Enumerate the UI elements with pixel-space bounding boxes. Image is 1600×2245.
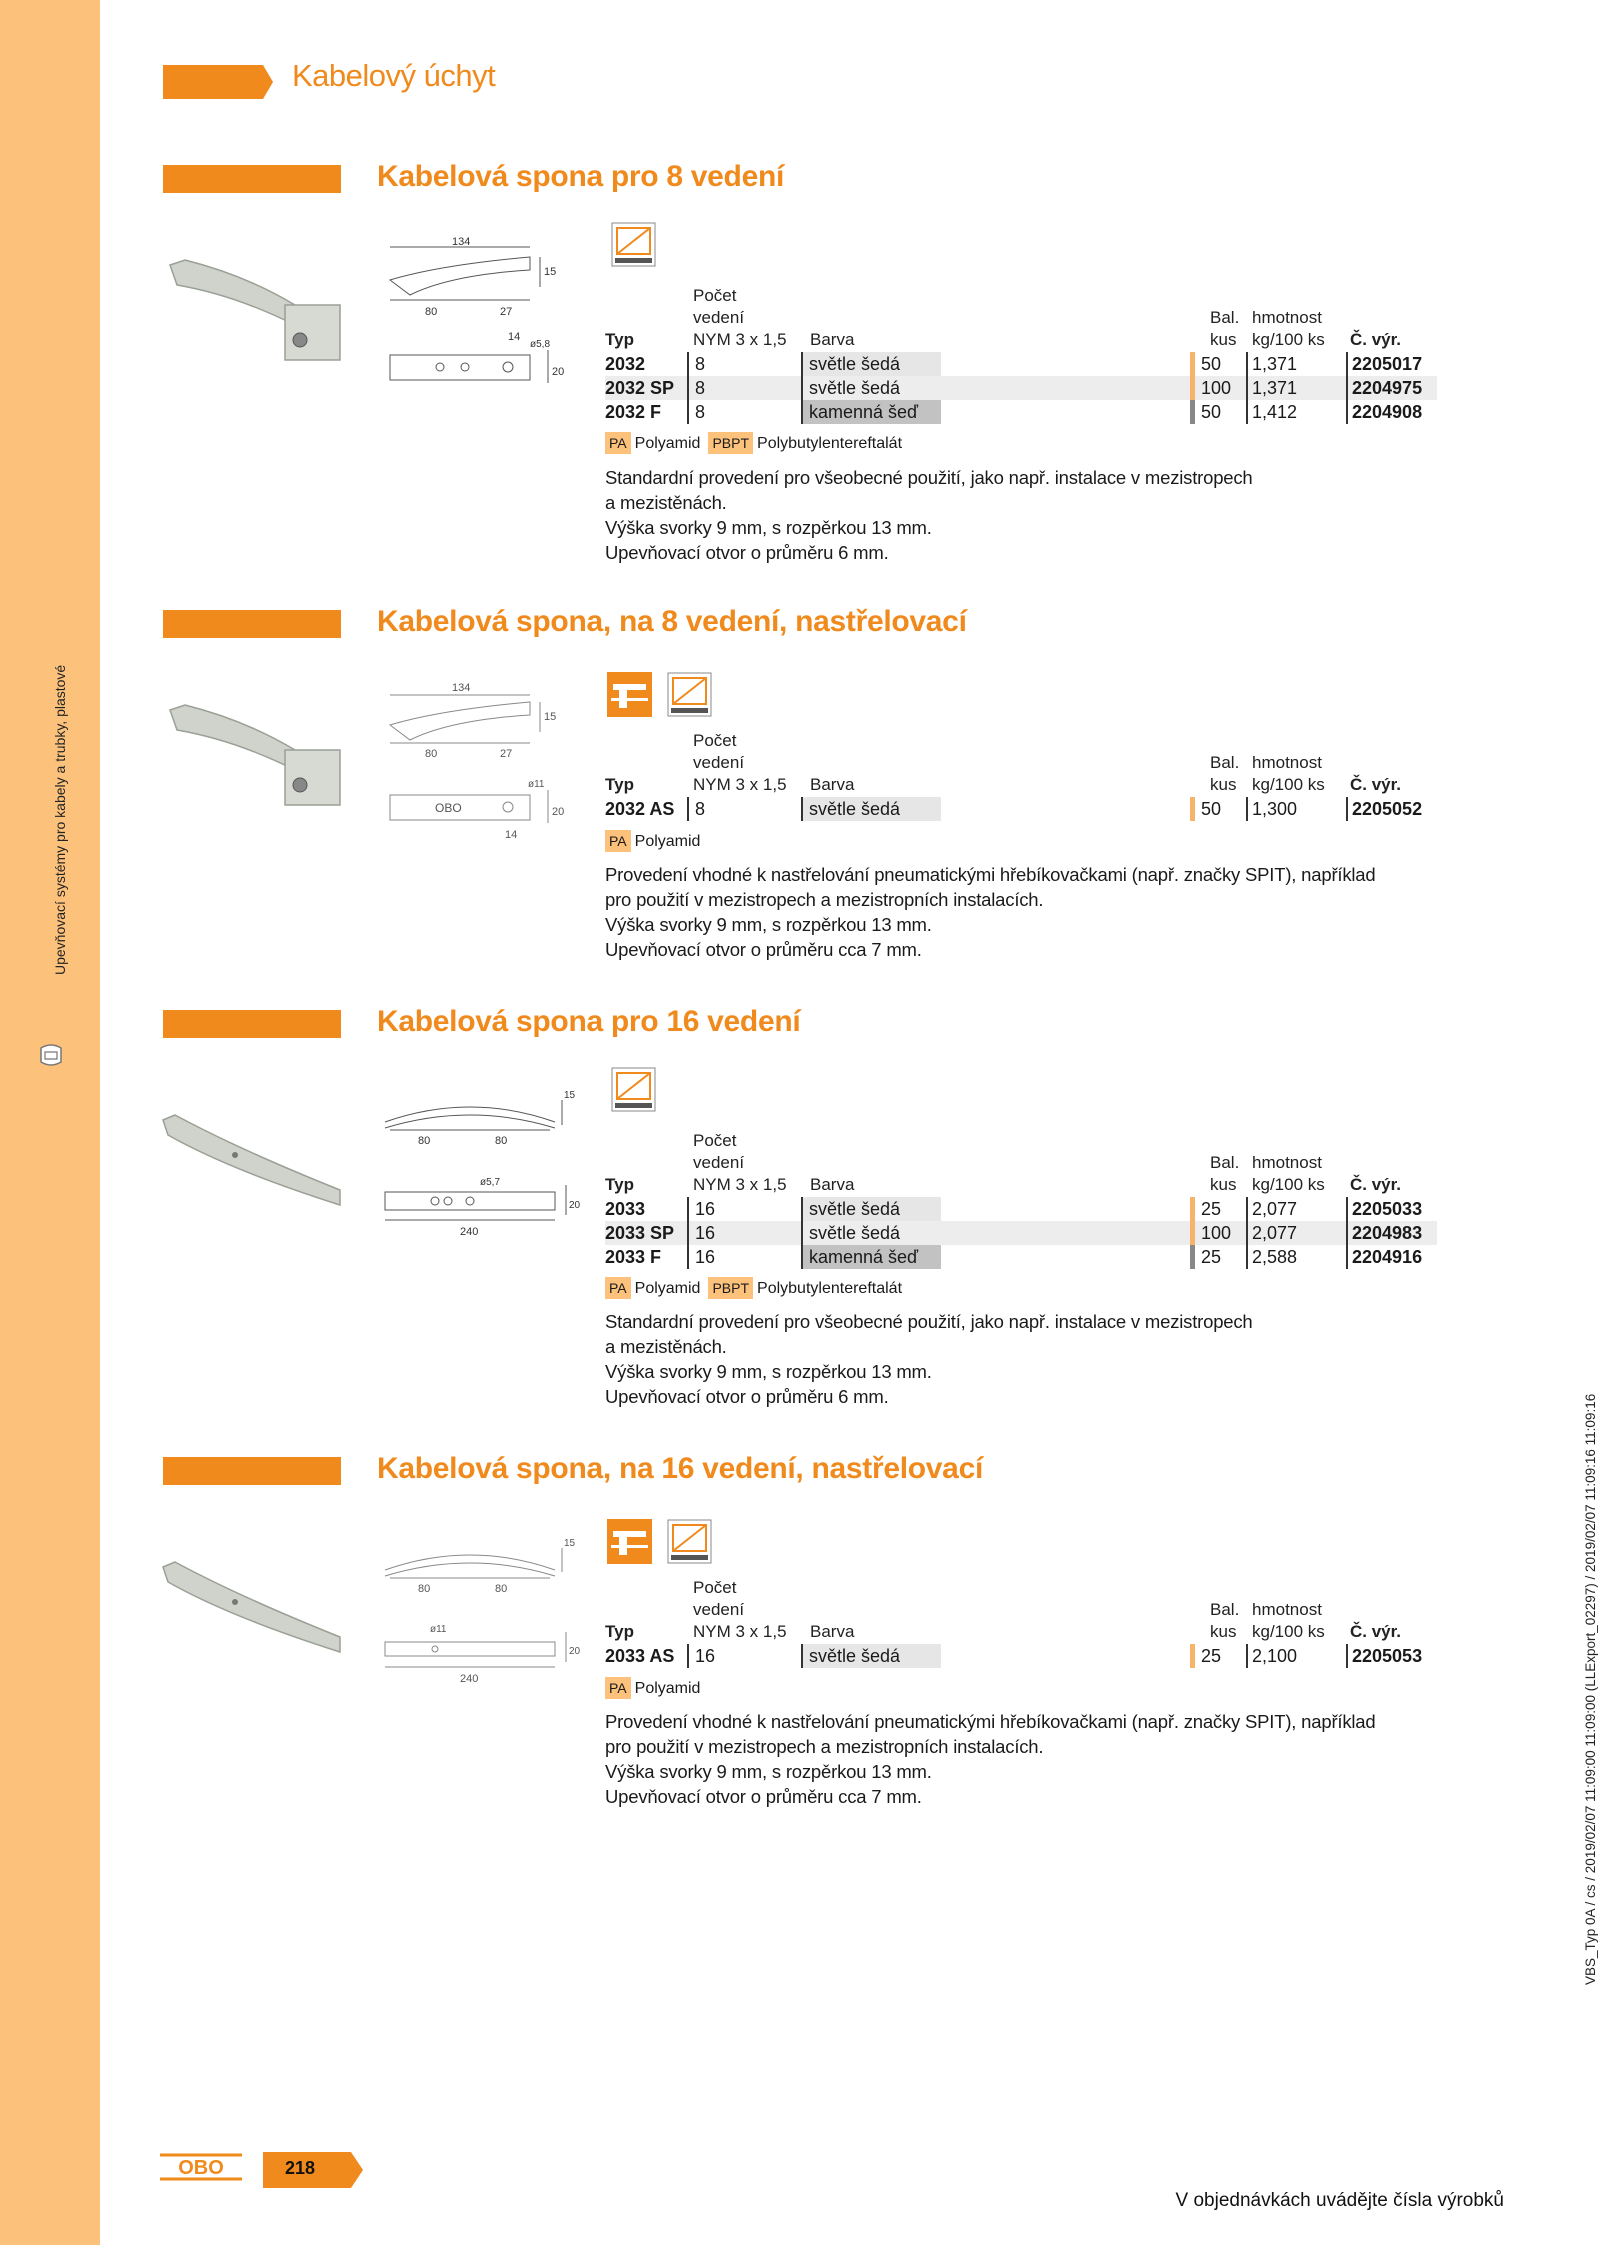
nail-gun-badge bbox=[607, 1519, 652, 1564]
dim-240: 240 bbox=[460, 1673, 479, 1685]
desc-line: Výška svorky 9 mm, s rozpěrkou 13 mm. bbox=[605, 517, 932, 538]
cell-barva: světle šedá bbox=[801, 1644, 933, 1668]
dim-20: 20 bbox=[569, 1200, 580, 1211]
material-chip: PBPT bbox=[708, 432, 753, 454]
header-hmotnost: hmotnost bbox=[1252, 1153, 1322, 1172]
dim-80: 80 bbox=[418, 1135, 431, 1147]
table-row bbox=[605, 400, 1435, 424]
header-kus: kus bbox=[1210, 1622, 1237, 1641]
footer-note: V objednávkách uvádějte čísla výrobků bbox=[1175, 2190, 1504, 2211]
cell-typ: 2033 bbox=[605, 1199, 646, 1219]
dim-80: 80 bbox=[418, 1583, 431, 1595]
header-nym: NYM 3 x 1,5 bbox=[693, 775, 787, 794]
header-kus: kus bbox=[1210, 1175, 1237, 1194]
header-pocet: Počet bbox=[693, 1131, 737, 1150]
section-description bbox=[605, 862, 1475, 962]
header-cv: Č. výr. bbox=[1350, 775, 1402, 794]
material-list bbox=[605, 1277, 910, 1300]
material-chip: PA bbox=[605, 830, 631, 852]
cell-bal: 25 bbox=[1190, 1644, 1246, 1668]
desc-line: Standardní provedení pro všeobecné použití, jako např. instalace v mezistropech bbox=[605, 467, 1253, 488]
header-bal: Bal. bbox=[1210, 308, 1240, 327]
cell-cislo: 2205017 bbox=[1346, 352, 1436, 376]
section-bar bbox=[163, 1457, 341, 1485]
dim-27: 27 bbox=[500, 748, 513, 760]
nail-gun-badge bbox=[607, 672, 652, 717]
desc-line: Upevňovací otvor o průměru 6 mm. bbox=[605, 1386, 889, 1407]
cell-hmotnost: 1,300 bbox=[1246, 797, 1344, 821]
cell-bal: 50 bbox=[1190, 352, 1246, 376]
side-category-label: Upevňovací systémy pro kabely a trubky, plastové bbox=[52, 664, 68, 975]
header-pocet: Počet bbox=[693, 286, 737, 305]
cell-hmotnost: 2,100 bbox=[1246, 1644, 1344, 1668]
page-number: 218 bbox=[285, 2158, 316, 2178]
header-pocet: Počet bbox=[693, 1578, 737, 1597]
cell-hmotnost: 1,412 bbox=[1246, 400, 1344, 424]
desc-line: Výška svorky 9 mm, s rozpěrkou 13 mm. bbox=[605, 1361, 932, 1382]
dim-58: ø5,8 bbox=[530, 339, 551, 350]
cell-typ: 2032 SP bbox=[605, 378, 675, 398]
material-chip: PA bbox=[605, 1677, 631, 1699]
dim-240: 240 bbox=[460, 1226, 479, 1238]
dim-80: 80 bbox=[495, 1583, 508, 1595]
dim-80: 80 bbox=[495, 1135, 508, 1147]
desc-line: pro použití v mezistropech a mezistropních instalacích. bbox=[605, 889, 1044, 910]
cell-hmotnost: 2,077 bbox=[1246, 1221, 1344, 1245]
section-bar bbox=[163, 1010, 341, 1038]
obo-logo bbox=[160, 2152, 242, 2182]
desc-line: Provedení vhodné k nastřelování pneumatickými hřebíkovačkami (např. značky SPIT), například bbox=[605, 1711, 1376, 1732]
cell-bal: 25 bbox=[1190, 1197, 1246, 1221]
header-hmotnost: hmotnost bbox=[1252, 1600, 1322, 1619]
cell-typ: 2032 F bbox=[605, 402, 662, 422]
cell-typ: 2032 AS bbox=[605, 799, 675, 819]
dim-15: 15 bbox=[544, 711, 557, 723]
floor-only-badge bbox=[611, 1067, 656, 1112]
header-vedeni: vedení bbox=[693, 1600, 745, 1619]
section-title: Kabelová spona pro 8 vedení bbox=[377, 160, 785, 193]
header-cv: Č. výr. bbox=[1350, 330, 1402, 349]
header-cv: Č. výr. bbox=[1350, 1175, 1402, 1194]
header-cv: Č. výr. bbox=[1350, 1622, 1402, 1641]
cell-bal: 50 bbox=[1190, 797, 1246, 821]
header-pocet: Počet bbox=[693, 731, 737, 750]
floor-only-badge bbox=[667, 672, 712, 717]
section-title: Kabelová spona, na 16 vedení, nastřelovací bbox=[377, 1452, 983, 1485]
product-photo bbox=[165, 255, 345, 375]
section-title: Kabelová spona, na 8 vedení, nastřelovací bbox=[377, 605, 967, 638]
header-typ: Typ bbox=[605, 775, 634, 794]
dim-134: 134 bbox=[452, 236, 471, 248]
header-kus: kus bbox=[1210, 330, 1237, 349]
obo-logo-text: OBO bbox=[178, 2157, 224, 2179]
technical-drawing bbox=[380, 235, 580, 405]
table-row bbox=[605, 1221, 1435, 1245]
product-photo bbox=[165, 700, 345, 820]
cell-typ: 2033 F bbox=[605, 1247, 662, 1267]
header-bal: Bal. bbox=[1210, 1600, 1240, 1619]
dim-14: 14 bbox=[505, 829, 518, 841]
cell-barva: světle šedá bbox=[801, 376, 933, 400]
cell-barva: světle šedá bbox=[801, 1221, 933, 1245]
dim-20: 20 bbox=[552, 366, 565, 378]
material-label: Polyamid bbox=[634, 435, 701, 452]
cell-cislo: 2204908 bbox=[1346, 400, 1436, 424]
header-arrow bbox=[163, 65, 273, 99]
material-chip: PA bbox=[605, 1277, 631, 1299]
header-hmotnost: hmotnost bbox=[1252, 308, 1322, 327]
cell-hmotnost: 1,371 bbox=[1246, 352, 1344, 376]
floor-only-badge bbox=[667, 1519, 712, 1564]
dim-15: 15 bbox=[564, 1090, 576, 1101]
table-row bbox=[605, 797, 1435, 821]
material-list bbox=[605, 830, 708, 853]
material-label: Polybutylentereftalát bbox=[757, 435, 903, 452]
material-list bbox=[605, 432, 910, 455]
cell-bal: 25 bbox=[1190, 1245, 1246, 1269]
cell-bal: 100 bbox=[1190, 1221, 1246, 1245]
desc-line: pro použití v mezistropech a mezistropních instalacích. bbox=[605, 1736, 1044, 1757]
export-info: VBS_Typ 0A / cs / 2019/02/07 11:09:00 11:09:00 (LLExport_02297) / 2019/02/07 11:09:16 11:09:16 bbox=[1583, 1393, 1598, 1985]
cell-typ: 2033 AS bbox=[605, 1646, 675, 1666]
dim-15: 15 bbox=[544, 266, 557, 278]
material-label: Polyamid bbox=[634, 833, 701, 850]
header-typ: Typ bbox=[605, 1175, 634, 1194]
desc-line: Výška svorky 9 mm, s rozpěrkou 13 mm. bbox=[605, 914, 932, 935]
cell-pocet: 16 bbox=[687, 1245, 799, 1269]
dim-20: 20 bbox=[552, 806, 565, 818]
dim-15: 15 bbox=[564, 1538, 576, 1549]
desc-line: Upevňovací otvor o průměru cca 7 mm. bbox=[605, 1786, 922, 1807]
table-row bbox=[605, 376, 1435, 400]
cell-pocet: 16 bbox=[687, 1644, 799, 1668]
header-vedeni: vedení bbox=[693, 753, 745, 772]
desc-line: Standardní provedení pro všeobecné použití, jako např. instalace v mezistropech bbox=[605, 1311, 1253, 1332]
cell-cislo: 2204975 bbox=[1346, 376, 1436, 400]
cell-bal: 100 bbox=[1190, 376, 1246, 400]
cell-hmotnost: 1,371 bbox=[1246, 376, 1344, 400]
dim-14: 14 bbox=[508, 331, 521, 343]
header-typ: Typ bbox=[605, 1622, 634, 1641]
cell-barva: světle šedá bbox=[801, 797, 933, 821]
header-barva: Barva bbox=[810, 1622, 855, 1641]
header-nym: NYM 3 x 1,5 bbox=[693, 1175, 787, 1194]
cell-barva: kamenná šeď bbox=[801, 1245, 933, 1269]
material-label: Polyamid bbox=[634, 1680, 701, 1697]
cell-barva: světle šedá bbox=[801, 1197, 933, 1221]
table-row bbox=[605, 1245, 1435, 1269]
cell-hmotnost: 2,588 bbox=[1246, 1245, 1344, 1269]
cell-pocet: 8 bbox=[687, 797, 799, 821]
desc-line: Výška svorky 9 mm, s rozpěrkou 13 mm. bbox=[605, 1761, 932, 1782]
material-chip: PBPT bbox=[708, 1277, 753, 1299]
cell-barva: světle šedá bbox=[801, 352, 933, 376]
dim-80: 80 bbox=[425, 306, 438, 318]
material-label: Polyamid bbox=[634, 1280, 701, 1297]
dim-57: ø5,7 bbox=[480, 1177, 501, 1188]
header-barva: Barva bbox=[810, 1175, 855, 1194]
material-chip: PA bbox=[605, 432, 631, 454]
header-kg: kg/100 ks bbox=[1252, 330, 1325, 349]
cell-typ: 2033 SP bbox=[605, 1223, 675, 1243]
cell-barva: kamenná šeď bbox=[801, 400, 933, 424]
header-kg: kg/100 ks bbox=[1252, 1175, 1325, 1194]
header-hmotnost: hmotnost bbox=[1252, 753, 1322, 772]
header-barva: Barva bbox=[810, 775, 855, 794]
cell-cislo: 2205033 bbox=[1346, 1197, 1436, 1221]
technical-drawing bbox=[380, 1080, 580, 1245]
material-label: Polybutylentereftalát bbox=[757, 1280, 903, 1297]
cell-pocet: 8 bbox=[687, 400, 799, 424]
side-stripe bbox=[0, 0, 100, 2245]
section-description bbox=[605, 1309, 1475, 1409]
product-photo bbox=[160, 1557, 345, 1667]
cell-pocet: 8 bbox=[687, 376, 799, 400]
header-kg: kg/100 ks bbox=[1252, 1622, 1325, 1641]
cell-cislo: 2205053 bbox=[1346, 1644, 1436, 1668]
technical-drawing bbox=[380, 675, 580, 850]
header-nym: NYM 3 x 1,5 bbox=[693, 1622, 787, 1641]
dim-11: ø11 bbox=[528, 779, 545, 790]
header-bal: Bal. bbox=[1210, 1153, 1240, 1172]
obo-mark: OBO bbox=[435, 801, 462, 815]
cell-pocet: 8 bbox=[687, 352, 799, 376]
section-title: Kabelová spona pro 16 vedení bbox=[377, 1005, 801, 1038]
cell-pocet: 16 bbox=[687, 1221, 799, 1245]
table-row bbox=[605, 352, 1435, 376]
cell-cislo: 2204983 bbox=[1346, 1221, 1436, 1245]
section-description bbox=[605, 1709, 1475, 1809]
header-kus: kus bbox=[1210, 775, 1237, 794]
material-list bbox=[605, 1677, 708, 1700]
header-vedeni: vedení bbox=[693, 1153, 745, 1172]
page-title: Kabelový úchyt bbox=[292, 58, 496, 93]
dim-27: 27 bbox=[500, 306, 513, 318]
section-bar bbox=[163, 610, 341, 638]
header-nym: NYM 3 x 1,5 bbox=[693, 330, 787, 349]
dim-11: ø11 bbox=[430, 1624, 447, 1635]
floor-only-badge bbox=[611, 222, 656, 267]
dim-134: 134 bbox=[452, 682, 471, 694]
product-photo bbox=[160, 1110, 345, 1220]
header-typ: Typ bbox=[605, 330, 634, 349]
cell-pocet: 16 bbox=[687, 1197, 799, 1221]
header-bal: Bal. bbox=[1210, 753, 1240, 772]
cable-clip-icon bbox=[36, 1040, 66, 1070]
header-barva: Barva bbox=[810, 330, 855, 349]
desc-line: a mezistěnách. bbox=[605, 492, 727, 513]
section-description bbox=[605, 465, 1475, 565]
table-row bbox=[605, 1644, 1435, 1668]
cell-cislo: 2205052 bbox=[1346, 797, 1436, 821]
cell-cislo: 2204916 bbox=[1346, 1245, 1436, 1269]
technical-drawing bbox=[380, 1532, 580, 1692]
desc-line: Upevňovací otvor o průměru 6 mm. bbox=[605, 542, 889, 563]
table-row bbox=[605, 1197, 1435, 1221]
desc-line: a mezistěnách. bbox=[605, 1336, 727, 1357]
dim-80: 80 bbox=[425, 748, 438, 760]
cell-bal: 50 bbox=[1190, 400, 1246, 424]
desc-line: Upevňovací otvor o průměru cca 7 mm. bbox=[605, 939, 922, 960]
cell-typ: 2032 bbox=[605, 354, 646, 374]
desc-line: Provedení vhodné k nastřelování pneumatickými hřebíkovačkami (např. značky SPIT), například bbox=[605, 864, 1376, 885]
header-kg: kg/100 ks bbox=[1252, 775, 1325, 794]
header-vedeni: vedení bbox=[693, 308, 745, 327]
cell-hmotnost: 2,077 bbox=[1246, 1197, 1344, 1221]
dim-20: 20 bbox=[569, 1646, 580, 1657]
section-bar bbox=[163, 165, 341, 193]
